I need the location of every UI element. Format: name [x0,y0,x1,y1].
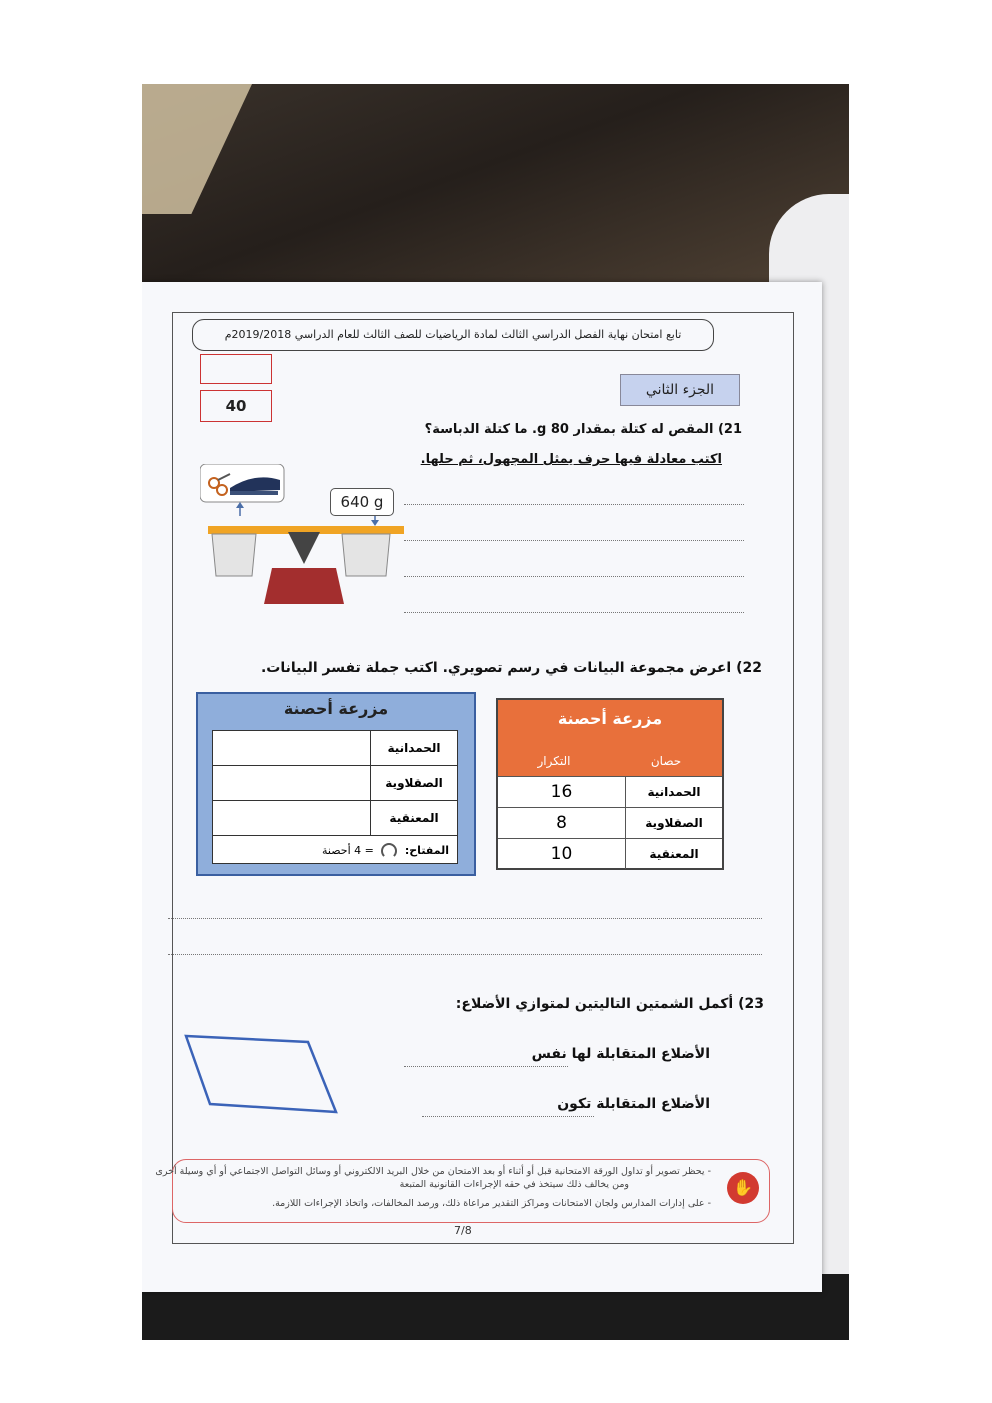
table-row [498,776,722,807]
page-number: 7/8 [454,1224,472,1237]
key-value: = 4 أحصنة [322,844,374,857]
freq-table-title: مزرعة أحصنة [498,700,722,738]
pictograph-row-label: الصقلاوية [370,766,457,800]
col-count-header: التكرار [537,754,571,768]
q23-number: 23) [738,996,764,1012]
pictograph-row[interactable] [213,766,457,801]
pictograph-row-label: المعنقية [370,801,457,835]
pictograph-key [213,836,457,866]
stop-hand-icon: ✋ [727,1172,759,1204]
pictograph [196,692,476,876]
q21-instruction: اكتب معادلة فيها حرف يمثل المجهول، ثم حلها. [420,452,722,467]
pictograph-row[interactable] [213,801,457,836]
answer-line-2[interactable] [404,540,744,541]
key-label: المفتاح: [404,844,449,857]
table-row [498,838,722,869]
row-count: 16 [550,782,573,802]
answer-line-8[interactable] [422,1116,594,1117]
pictograph-row-label: الحمدانية [370,731,457,765]
scale-pivot [288,532,320,564]
col-horse-header: حصان [650,754,682,768]
notice-line-2: ومن يخالف ذلك سيتخذ في حقه الإجراءات القانونية المتبعة [399,1179,629,1190]
scale-weight-label: 640 g [330,488,394,516]
q23-question: أكمل الشمتين التاليتين لمتوازي الأضلاع: [455,996,734,1012]
row-name: الصقلاوية [625,808,722,838]
parallelogram-shape [182,1032,342,1116]
pictograph-cell[interactable] [213,801,370,835]
row-count: 10 [550,844,573,864]
horseshoe-icon [381,843,397,859]
q21-question: المقص له كتلة بمقدار 80 g. ما كتلة الدباسة؟ [424,422,714,437]
q23-line2: الأضلاع المتقابلة تكون [557,1096,710,1112]
pictograph-grid [212,730,458,864]
photo-background [142,84,849,1340]
row-name: المعنقية [625,839,722,869]
answer-line-3[interactable] [404,576,744,577]
pictograph-row[interactable] [213,731,457,766]
pictograph-title: مزرعة أحصنة [283,699,389,718]
right-pan [342,534,390,576]
score-box: 40 [200,390,272,422]
row-count: 8 [556,813,567,833]
pictograph-cell[interactable] [213,731,370,765]
frequency-table [496,698,724,870]
q22-text [261,660,762,676]
notice-line-1: - يحظر تصوير أو تداول الورقة الامتحانية قبل أو أثناء أو بعد الامتحان من خلال البريد الالكتروني أو وسائل التواصل الاجتماعي أو أي وسيلة أخرى [155,1166,711,1177]
pictograph-cell[interactable] [213,766,370,800]
q21-text [425,422,742,437]
left-pan [212,534,256,576]
notice-line-3: - على إدارات المدارس ولجان الامتحانات ومراكز التقدير مراعاة ذلك، ورصد المخالفات، واتخاذ الإجراءات اللازمة. [272,1198,711,1209]
q22-question: اعرض مجموعة البيانات في رسم تصويري. اكتب جملة تفسر البيانات. [260,660,732,676]
q23-text [456,996,764,1012]
scale-base [264,568,344,604]
exam-page [142,282,822,1292]
q23-line1: الأضلاع المتقابلة لها نفس [531,1046,710,1062]
answer-line-1[interactable] [404,504,744,505]
q21-number: 21) [717,422,742,437]
freq-table-header [498,738,722,776]
score-box-top [200,354,272,384]
table-row [498,807,722,838]
exam-header: تابع امتحان نهاية الفصل الدراسي الثالث لمادة الرياضيات للصف الثالث للعام الدراسي 2019/2018م [192,319,714,351]
section-label: الجزء الثاني [620,374,740,406]
q22-number: 22) [736,660,762,676]
answer-line-6[interactable] [168,954,762,955]
balance-scale-image [200,464,410,614]
answer-line-5[interactable] [168,918,762,919]
answer-line-7[interactable] [404,1066,568,1067]
warning-notice [155,1159,770,1223]
answer-line-4[interactable] [404,612,744,613]
row-name: الحمدانية [625,777,722,807]
